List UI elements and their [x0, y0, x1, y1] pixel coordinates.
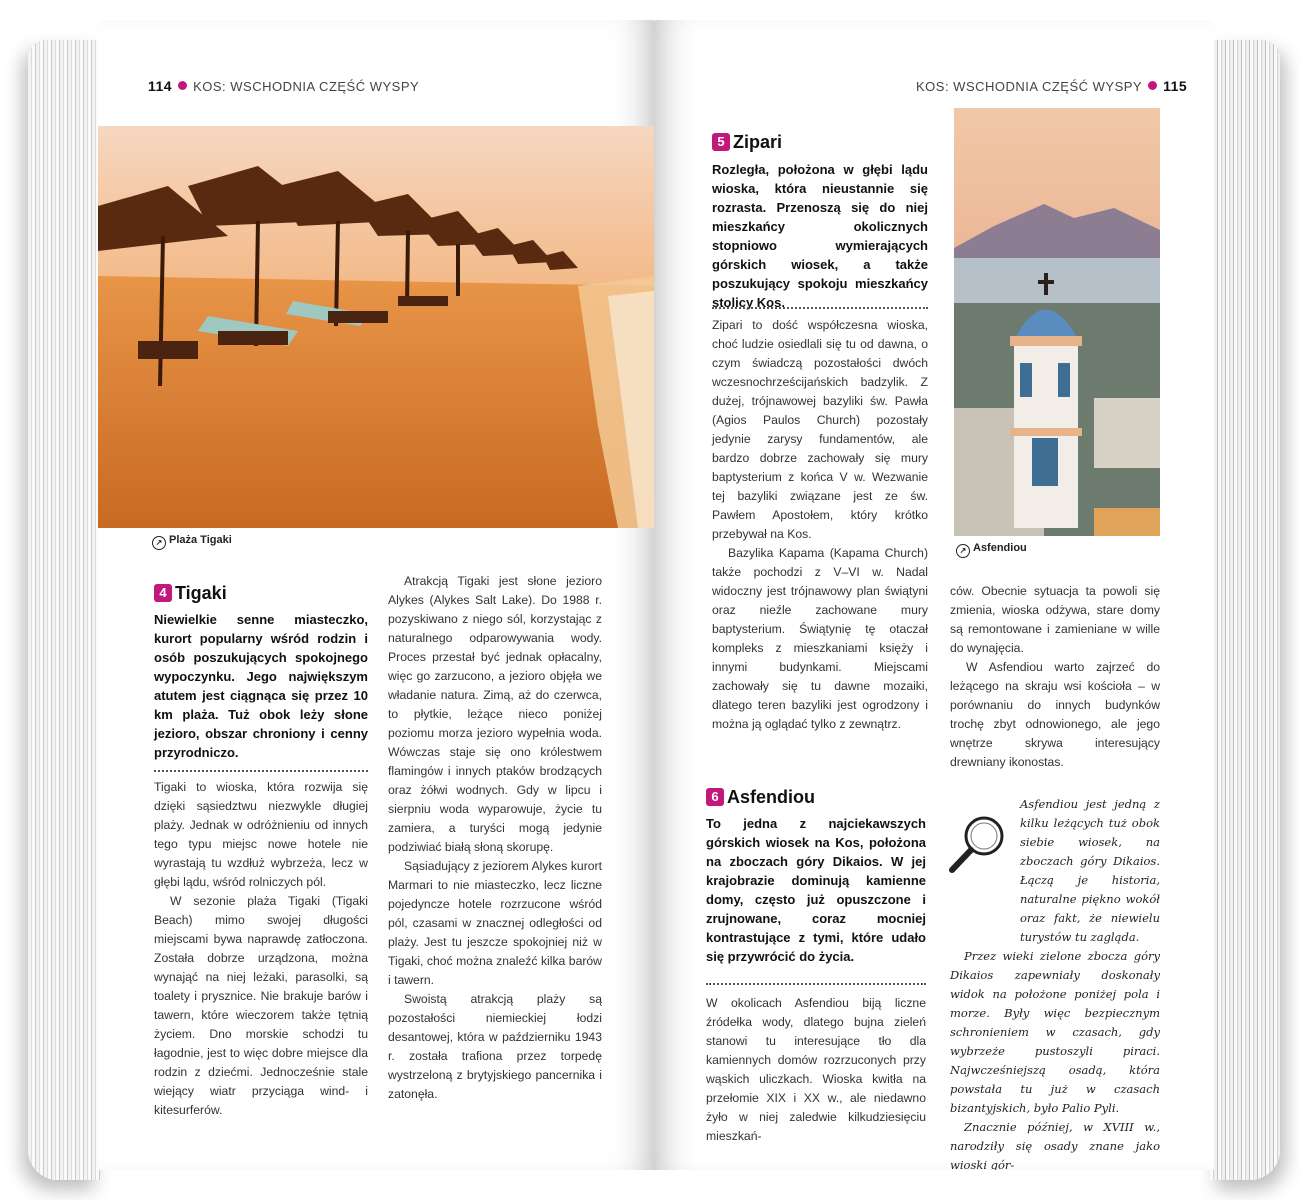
dotted-divider [706, 983, 926, 985]
running-head-text: KOS: WSCHODNIA CZĘŚĆ WYSPY [193, 79, 420, 94]
right-page [654, 20, 1214, 1170]
paragraph: ców. Obecnie sytuacja ta powoli się zmienia, wioska odżywa, stare domy są remontowane i zamieniane w wille do wynajęcia. [950, 584, 1160, 655]
section-lead: Rozległa, położona w głębi lądu wioska, która nieustannie się rozrasta. Przenoszą się do niej mieszkańcy okolicznych stopniowo wymierających górskich wiosek, a także poszukujący spokoju mieszkańcy stolicy Kos. [712, 162, 928, 310]
camera-icon: ↗ [152, 536, 166, 550]
asfendiou-photo [954, 108, 1160, 536]
photo-caption-left [152, 534, 232, 550]
section-heading-asfendiou [706, 787, 815, 808]
section-title: Tigaki [175, 583, 227, 603]
paragraph: Znacznie później, w XVIII w., narodziły się osady znane jako wioski gór- [950, 1120, 1160, 1170]
text-column-1 [154, 778, 368, 1120]
photo-caption-right [956, 542, 1027, 558]
asfendiou-text-continued [950, 582, 1160, 772]
section-number-badge: 5 [712, 133, 730, 151]
running-head-left [148, 78, 419, 94]
section-lead: Niewielkie senne miasteczko, kurort popularny wśród rodzin i osób poszukujących spokojnego wypoczynku. Jego największym atutem jest ciągnąca się przez 10 km plaża. Tuż obok leży słone jezioro, obszar chroniony i cenny przyrodniczo. [154, 612, 368, 760]
page-edges-left [28, 40, 100, 1180]
accent-dot [1148, 81, 1157, 90]
paragraph: W Asfendiou warto zajrzeć do leżącego na skraju wsi kościoła – w porównaniu do innych budynków trochę zbyt odnowionego, ale jego wnętrze skrywa interesujący drewniany ikonostas. [950, 660, 1160, 769]
camera-icon: ↗ [956, 544, 970, 558]
section-title: Zipari [733, 132, 783, 152]
dotted-divider [712, 307, 928, 309]
page-edges-right [1210, 40, 1280, 1180]
caption-text: Plaża Tigaki [169, 534, 232, 546]
left-page [98, 20, 654, 1170]
paragraph: Bazylika Kapama (Kapama Church) także pochodzi z V–VI w. Nadal widoczny jest trójnawowy plan świątyni oraz nieźle zachowane mury baptysterium. Świątynię tę otaczał kompleks z mieszkaniami księży i innymi budynkami. Miejscami zachowały się tu dawne mozaiki, dlatego teren bazyliki jest ogrodzony i można ją oglądać tylko z zewnątrz. [712, 546, 928, 731]
text-column-2 [388, 572, 602, 1104]
paragraph: Swoistą atrakcją plaży są pozostałości niemieckiej łodzi desantowej, która w październiku 1943 r. została trafiona przez torpedę wystrzeloną z brytyjskiego pancernika i zatonęła. [388, 992, 602, 1101]
paragraph: Przez wieki zielone zbocza góry Dikaios zapewniały doskonały widok na położone poniżej pola i morze. Były więc bezpiecznym schronieniem w czasach, gdy wybrzeże pustoszyli piraci. Najwcześniejszą osadą, która powstała tu już w czasach bizantyjskich, było Palio Pyli. [950, 949, 1160, 1115]
aside-note [950, 795, 1160, 1170]
paragraph: W okolicach Asfendiou biją liczne źródełka wody, dlatego bujna zieleń stanowi tu interesujące tło dla kamiennych domów rozrzuconych przy wąskich uliczkach. Wioska kwitła na przełomie XIX i XX w., ale niedawno żyło w niej zaledwie kilkudziesięciu mieszkań- [706, 996, 926, 1143]
page-number-right: 115 [1163, 78, 1188, 94]
running-head-text: KOS: WSCHODNIA CZĘŚĆ WYSPY [916, 79, 1143, 94]
section-number-badge: 4 [154, 584, 172, 602]
dotted-divider [154, 770, 368, 772]
accent-dot [178, 81, 187, 90]
beach-photo [98, 126, 654, 528]
page-number-left: 114 [148, 78, 173, 94]
paragraph: Atrakcją Tigaki jest słone jezioro Alykes (Alykes Salt Lake). Do 1988 r. pozyskiwano z niego sól, korzystając z naturalnego odparowywania wody. Proces przestał być jednak opłacalny, więc go zarzucono, a jezioro objęła we władanie natura. Zimą, aż do czerwca, to płytkie, leżące nieco poniżej poziomu morza jezioro wypełnia woda. Wówczas staje się ono królestwem flamingów i innych ptaków brodzących oraz żółwi wodnych. Gdy w lipcu i sierpniu woda wyparowuje, życie tu zamiera, a turyści mogą jedynie podziwiać białą słoną skorupę. [388, 574, 602, 854]
paragraph: Sąsiadujący z jeziorem Alykes kurort Marmari to nie miasteczko, lecz liczne pojedyncze hotele rozrzucone wśród pól, czasami w znacznej odległości od plaży. Jest tu jeszcze spokojniej niż w Tigaki, choć można znaleźć kilka barów i tawern. [388, 859, 602, 987]
paragraph: Zipari to dość współczesna wioska, choć ludzie osiedlali się tu od dawna, o czym świadczą pozostałości dwóch wczesnochrześcijańskich badzylik. Z dużej, trójnawowej bazyliki św. Pawła (Agios Paulos Church) pozostały jedynie zarysy fundamentów, ale bardzo dobrze zachowały się mury baptysterium z końca V w. Wezwanie tej bazyliki związane jest ze św. Pawłem Apostołem, który krótko przebywał na Kos. [712, 318, 928, 541]
section-lead: To jedna z najciekawszych górskich wiosek na Kos, położona na zboczach góry Dikaios. W jej krajobrazie dominują kamienne domy, często już opuszczone i zrujnowane, coraz mocniej kontrastujące z tymi, które udało się przywrócić do życia. [706, 816, 926, 964]
paragraph: Asfendiou jest jedną z kilku leżących tuż obok siebie wiosek, na zboczach góry Dikaios. Łączą je historia, naturalne piękno wokół oraz fakt, że niewielu turystów tu zagląda. [1020, 797, 1160, 944]
section-heading-tigaki [154, 583, 227, 604]
paragraph: W sezonie plaża Tigaki (Tigaki Beach) mimo swojej długości miejscami bywa naprawdę zatłoczona. Została dobrze urządzona, można wynająć na niej leżaki, parasolki, są toalety i prysznice. Nie brakuje barów i tawern, które wieczorem także tętnią życiem. Dno morskie schodzi tu łagodnie, jest to więc dobre miejsce dla rodzin z dziećmi. Jednocześnie stale wiejący wiatr przyciąga wind- i kitesurferów. [154, 894, 368, 1117]
caption-text: Asfendiou [973, 542, 1027, 554]
section-title: Asfendiou [727, 787, 815, 807]
running-head-right [916, 78, 1187, 94]
paragraph: Tigaki to wioska, która rozwija się dzięki sąsiedztwu niezwykle długiej plaży. Jednak w odróżnieniu od innych tego typu miejsc nowe hotele nie wyrastają tu wzdłuż wybrzeża, lecz w głębi lądu, wśród rolniczych pól. [154, 780, 368, 889]
section-heading-zipari [712, 132, 782, 153]
asfendiou-text [706, 994, 926, 1146]
zipari-text [712, 316, 928, 734]
section-number-badge: 6 [706, 788, 724, 806]
